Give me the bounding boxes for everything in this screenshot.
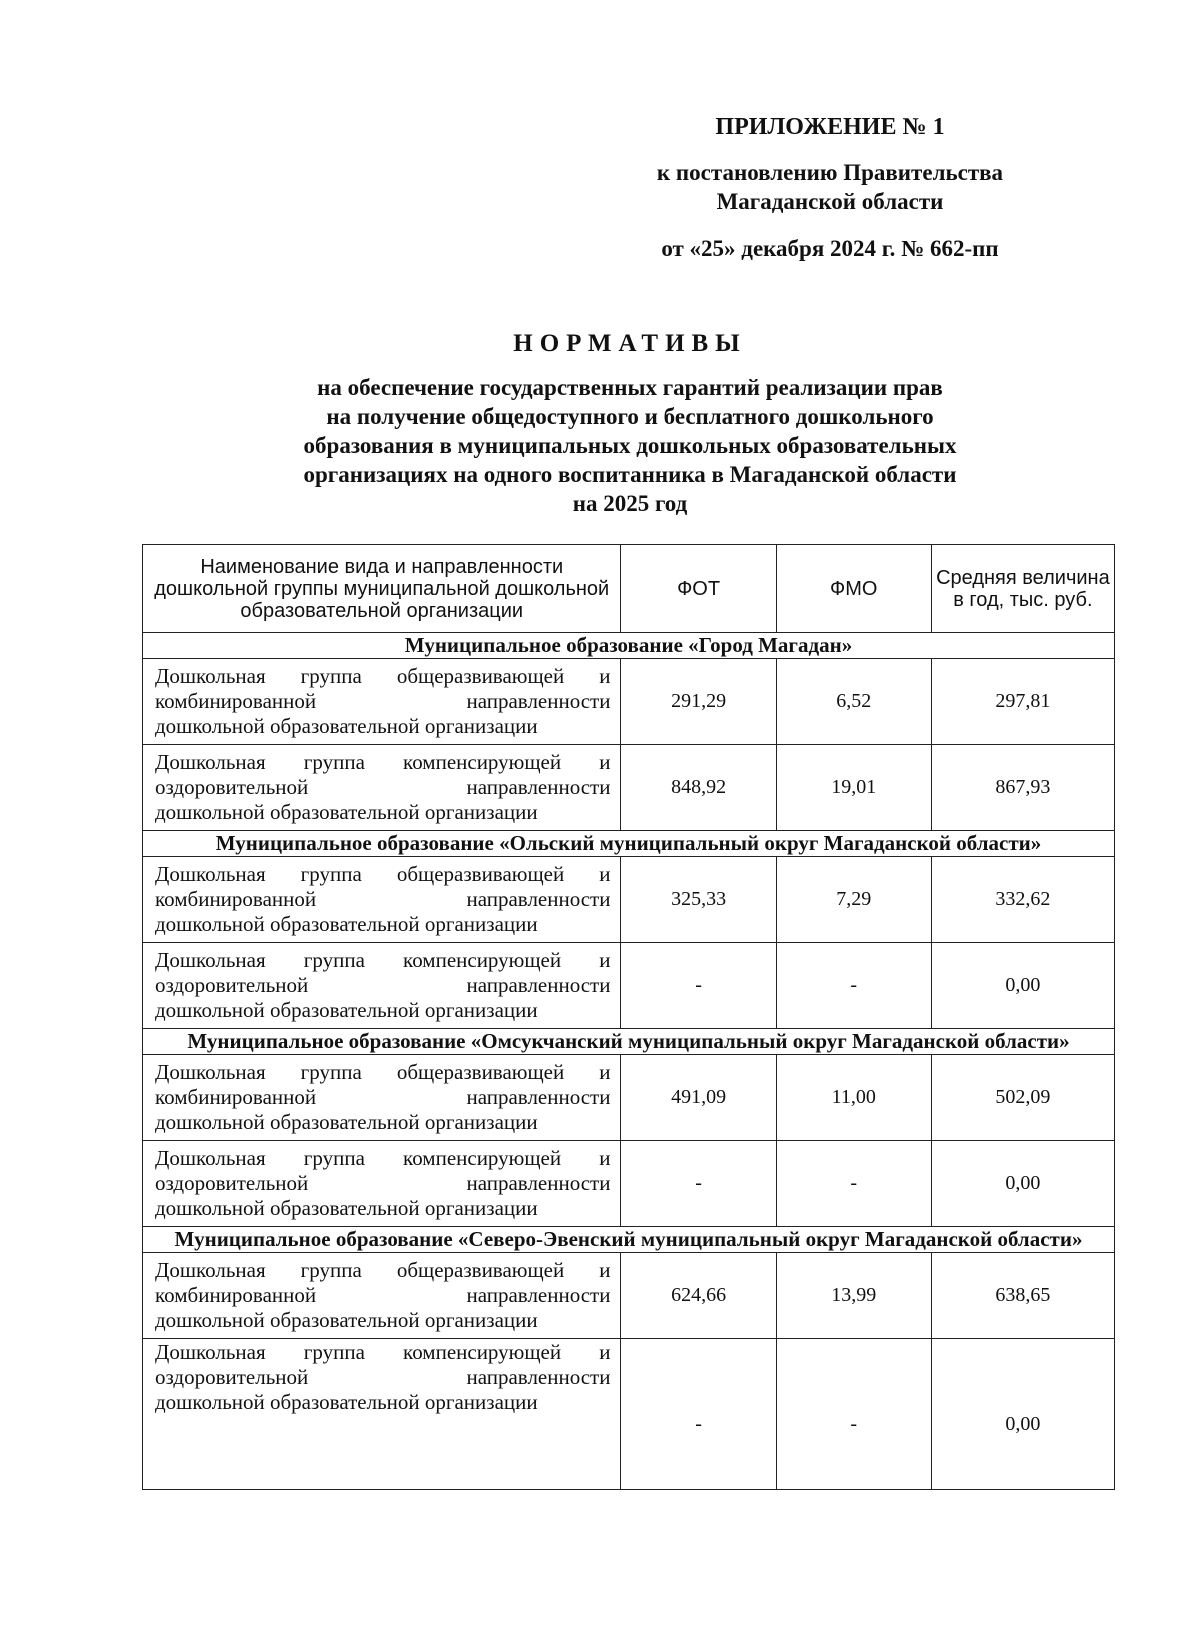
table-row xyxy=(143,943,1115,1029)
subtitle-line: на 2025 год xyxy=(572,491,688,516)
subtitle-line: на обеспечение государственных гарантий реализации прав xyxy=(317,375,943,400)
fot-value: 325,33 xyxy=(621,857,776,943)
fmo-value: - xyxy=(776,1141,931,1227)
subtitle-line: образования в муниципальных дошкольных образовательных xyxy=(303,433,957,458)
table-row xyxy=(143,857,1115,943)
group-name: Дошкольная группа компенсирующей и оздоровительной направленности дошкольной образовательной организации xyxy=(143,1141,621,1227)
avg-value: 0,00 xyxy=(931,1141,1114,1227)
fot-value: - xyxy=(621,943,776,1029)
avg-value: 0,00 xyxy=(931,943,1114,1029)
header-fot: ФОТ xyxy=(621,545,776,633)
fmo-value: 6,52 xyxy=(776,659,931,745)
avg-value: 332,62 xyxy=(931,857,1114,943)
fot-value: - xyxy=(621,1141,776,1227)
fot-value: 848,92 xyxy=(621,745,776,831)
municipality-name: Муниципальное образование «Город Магадан» xyxy=(143,633,1115,659)
fmo-value: - xyxy=(776,943,931,1029)
fmo-value: 11,00 xyxy=(776,1055,931,1141)
fmo-value: 13,99 xyxy=(776,1253,931,1339)
table-row xyxy=(143,1339,1115,1490)
avg-value: 297,81 xyxy=(931,659,1114,745)
municipality-row xyxy=(143,633,1115,659)
municipality-row xyxy=(143,1029,1115,1055)
group-name: Дошкольная группа общеразвивающей и комбинированной направленности дошкольной образовательной организации xyxy=(143,1253,621,1339)
fot-value: 291,29 xyxy=(621,659,776,745)
document-title: НОРМАТИВЫ xyxy=(513,330,747,357)
group-name: Дошкольная группа общеразвивающей и комбинированной направленности дошкольной образовательной организации xyxy=(143,659,621,745)
municipality-row xyxy=(143,1227,1115,1253)
municipality-name: Муниципальное образование «Ольский муниципальный округ Магаданской области» xyxy=(143,831,1115,857)
fmo-value: 19,01 xyxy=(776,745,931,831)
subtitle-line: на получение общедоступного и бесплатного дошкольного xyxy=(326,404,934,429)
avg-value: 502,09 xyxy=(931,1055,1114,1141)
appendix-line-2: Магаданской области xyxy=(716,189,944,214)
norms-table xyxy=(142,544,1115,1490)
table-row xyxy=(143,659,1115,745)
municipality-name: Муниципальное образование «Северо-Эвенский муниципальный округ Магаданской области» xyxy=(143,1227,1115,1253)
appendix-title: ПРИЛОЖЕНИЕ № 1 xyxy=(715,114,945,140)
avg-value: 638,65 xyxy=(931,1253,1114,1339)
appendix-header xyxy=(580,112,1080,263)
subtitle-line: организациях на одного воспитанника в Магаданской области xyxy=(303,462,957,487)
header-fmo: ФМО xyxy=(776,545,931,633)
header-avg: Средняя величина в год, тыс. руб. xyxy=(931,545,1114,633)
group-name: Дошкольная группа компенсирующей и оздоровительной направленности дошкольной образовательной организации xyxy=(143,943,621,1029)
municipality-name: Муниципальное образование «Омсукчанский муниципальный округ Магаданской области» xyxy=(143,1029,1115,1055)
fot-value: - xyxy=(621,1339,776,1490)
header-name: Наименование вида и направленности дошкольной группы муниципальной дошкольной образовательной организации xyxy=(143,545,621,633)
group-name: Дошкольная группа компенсирующей и оздоровительной направленности дошкольной образовательной организации xyxy=(143,745,621,831)
group-name: Дошкольная группа компенсирующей и оздоровительной направленности дошкольной образовательной организации xyxy=(143,1339,621,1490)
avg-value: 867,93 xyxy=(931,745,1114,831)
table-row xyxy=(143,1141,1115,1227)
fmo-value: 7,29 xyxy=(776,857,931,943)
fmo-value: - xyxy=(776,1339,931,1490)
appendix-line-1: к постановлению Правительства xyxy=(656,160,1004,185)
group-name: Дошкольная группа общеразвивающей и комбинированной направленности дошкольной образовательной организации xyxy=(143,1055,621,1141)
table-row xyxy=(143,1055,1115,1141)
document-subtitle xyxy=(220,373,1040,518)
table-header-row xyxy=(143,545,1115,633)
avg-value: 0,00 xyxy=(931,1339,1114,1490)
fot-value: 624,66 xyxy=(621,1253,776,1339)
fot-value: 491,09 xyxy=(621,1055,776,1141)
table-row xyxy=(143,745,1115,831)
appendix-date-line: от «25» декабря 2024 г. № 662-пп xyxy=(661,236,999,261)
group-name: Дошкольная группа общеразвивающей и комбинированной направленности дошкольной образовательной организации xyxy=(143,857,621,943)
municipality-row xyxy=(143,831,1115,857)
table-row xyxy=(143,1253,1115,1339)
